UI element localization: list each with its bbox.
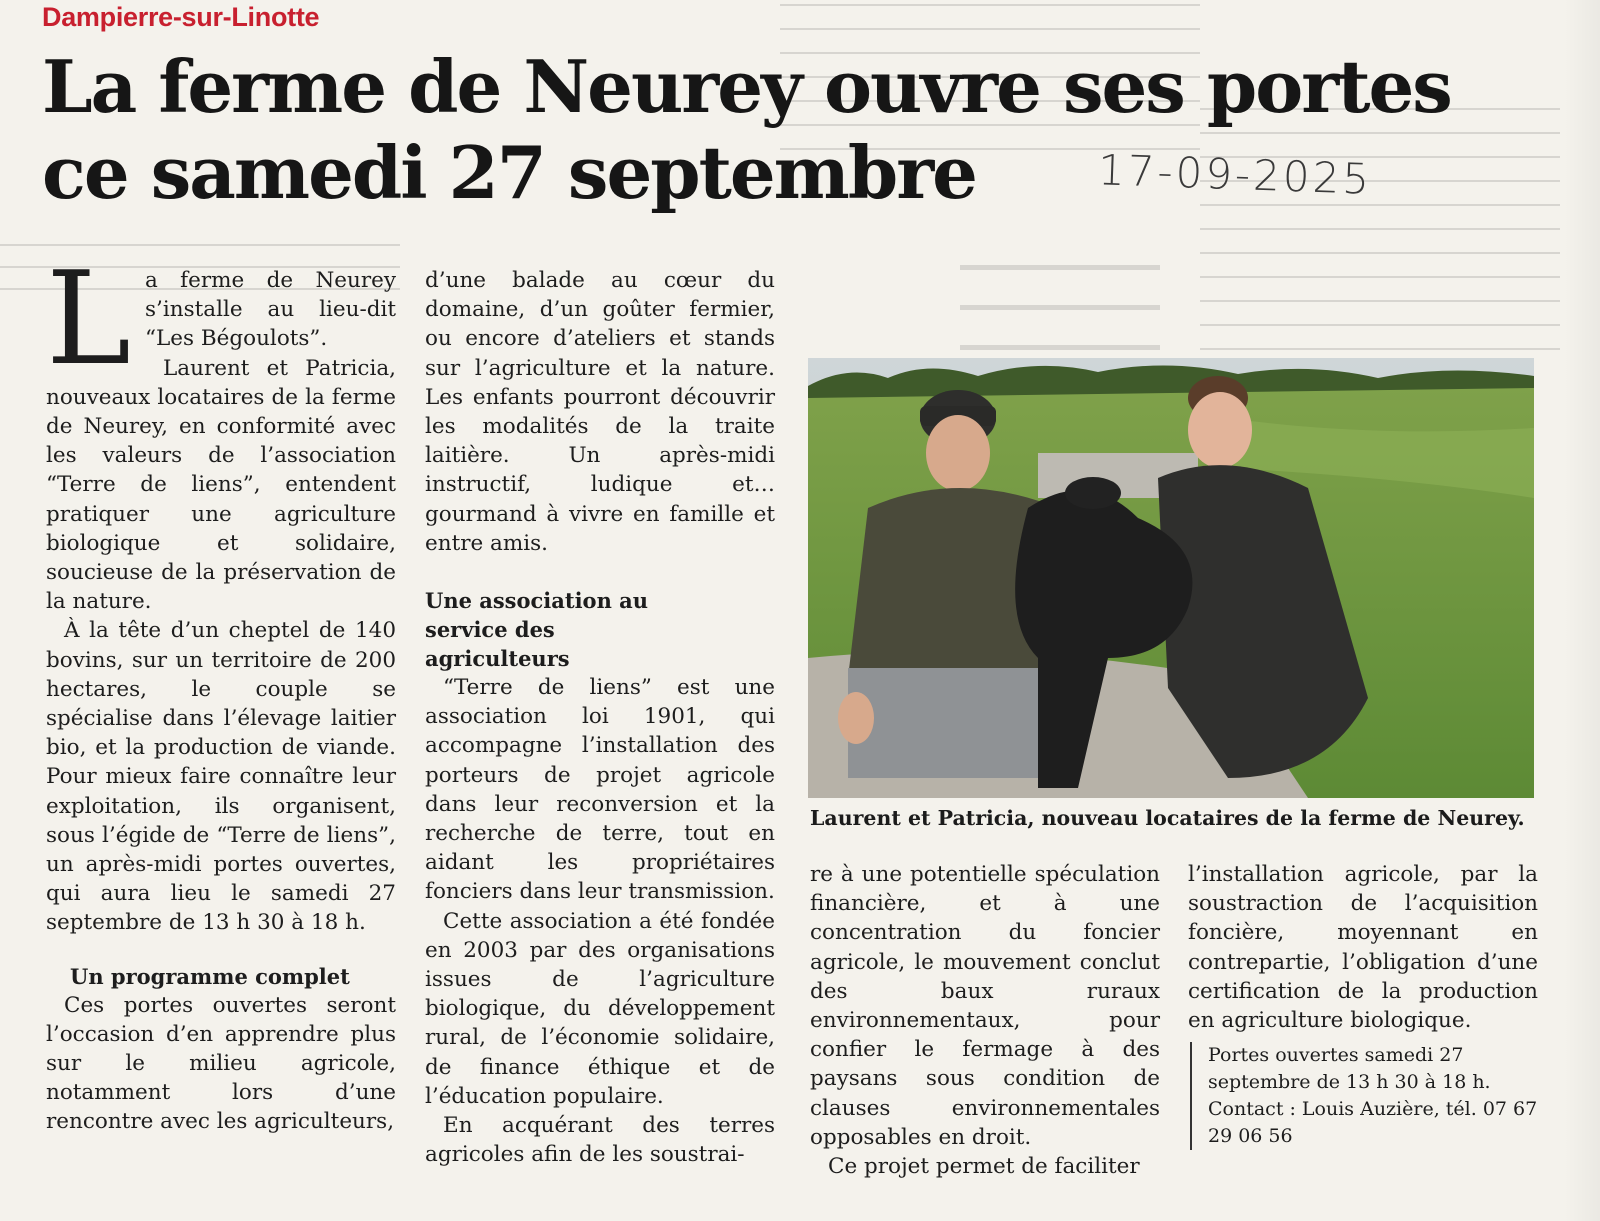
page-edge (1564, 0, 1600, 1221)
body-paragraph: l’installation agricole, par la soustraction de l’acquisition foncière, moyennant en contrepartie, l’obligation d’une certification de la production en agriculture biologique. (1188, 862, 1538, 1034)
article-headline: La ferme de Neurey ouvre ses portes ce samedi 27 septembre (42, 44, 1451, 215)
body-paragraph: re à une potentielle spéculation financière, et à une concentration du foncier agricole, le mouvement conclut des baux ruraux environnementaux, pour confier le fermage à des paysans sous condition de clauses environnementales opposables en droit. (810, 862, 1160, 1150)
subheading-association: Une association au service des agriculteurs (425, 588, 649, 672)
article-column-4 (1188, 860, 1538, 1035)
lead-paragraph-text: a ferme de Neurey s’installe au lieu-dit “Les Bégoulots”. (145, 268, 396, 352)
photo-caption: Laurent et Patricia, nouveau locataires de la ferme de Neurey. (810, 806, 1525, 830)
article-column-3 (810, 860, 1160, 1181)
body-paragraph: Ces portes ouvertes seront l’occasion d’en apprendre plus sur le milieu agricole, notamment lors d’une rencontre avec les agriculteurs, (46, 992, 396, 1135)
drop-cap: L (46, 245, 131, 394)
practical-info-text: Portes ouvertes samedi 27 septembre de 13 h 30 à 18 h. Contact : Louis Auzière, tél. 07 67 29 06 56 (1208, 1044, 1538, 1147)
body-paragraph: En acquérant des terres agricoles afin de les soustrai- (425, 1113, 775, 1168)
farmers-with-calf-photo (808, 358, 1534, 798)
subheading-programme: Un programme complet (70, 963, 350, 989)
body-paragraph: Cette association a été fondée en 2003 par des organisations issues de l’agriculture biologique, du développement rural, de l’économie solidaire, de finance éthique et de l’éducation populaire. (425, 908, 775, 1109)
body-paragraph: À la tête d’un cheptel de 140 bovins, sur un territoire de 200 hectares, le couple se spécialise dans l’élevage laitier bio, et la production de viande. Pour mieux faire connaître leur exploitation, ils organisent, sous l’égide de “Terre de liens”, un après-midi portes ouvertes, qui aura lieu le samedi 27 septembre de 13 h 30 à 18 h. (46, 618, 396, 936)
body-paragraph: “Terre de liens” est une association loi 1901, qui accompagne l’installation des porteurs de projet agricole dans leur reconversion et la recherche de terre, tout en aidant les propriétaires fonciers dans leur transmission. (425, 675, 775, 905)
practical-info-box (1190, 1042, 1558, 1150)
article-photo (808, 358, 1534, 798)
bleed-through-headline (960, 240, 1160, 350)
lead-paragraph (46, 245, 396, 394)
article-column-1 (46, 245, 396, 1137)
body-paragraph: Laurent et Patricia, nouveaux locataires de la ferme de Neurey, en conformité avec les valeurs de l’association “Terre de liens”, entendent pratiquer une agriculture biologique et solidaire, soucieuse de la préservation de la nature. (46, 355, 396, 615)
handwritten-date: 17-09-2025 (1097, 145, 1373, 204)
article-column-2 (425, 266, 775, 1169)
body-paragraph: Ce projet permet de faciliter (828, 1154, 1140, 1180)
body-paragraph: d’une balade au cœur du domaine, d’un goûter fermier, ou encore d’ateliers et stands sur l’agriculture et la nature. Les enfants pourront découvrir les modalités de la traite laitière. Un après-midi instructif, ludique et… gourmand à vivre en famille et entre amis. (425, 268, 775, 556)
article-kicker: Dampierre-sur-Linotte (42, 2, 320, 32)
